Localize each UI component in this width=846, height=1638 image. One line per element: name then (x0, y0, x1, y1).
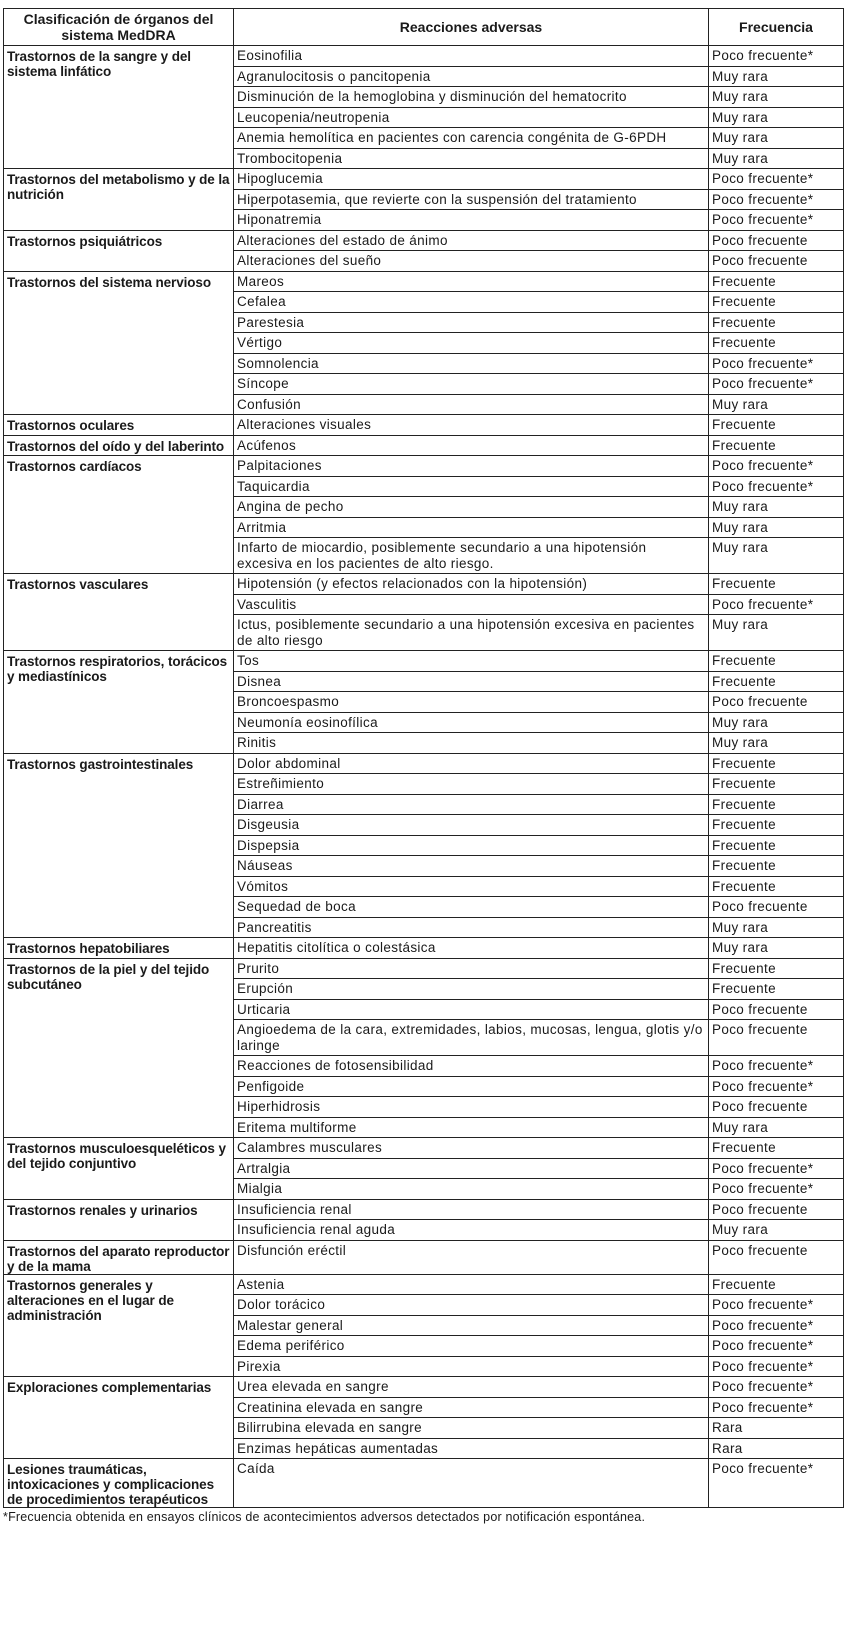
reaction-cell: Disnea (234, 671, 709, 692)
reaction-cell: Vómitos (234, 876, 709, 897)
reaction-cell: Neumonía eosinofílica (234, 712, 709, 733)
frequency-cell: Rara (709, 1418, 844, 1439)
reaction-cell: Rinitis (234, 733, 709, 754)
reaction-cell: Urticaria (234, 999, 709, 1020)
frequency-cell: Frecuente (709, 753, 844, 774)
frequency-cell: Frecuente (709, 435, 844, 456)
soc-cell: Lesiones traumáticas, intoxicaciones y complicaciones de procedimientos terapéuticos (4, 1459, 234, 1508)
frequency-cell: Poco frecuente* (709, 1336, 844, 1357)
frequency-cell: Poco frecuente (709, 1199, 844, 1220)
frequency-cell: Poco frecuente* (709, 1377, 844, 1398)
reaction-cell: Astenia (234, 1274, 709, 1295)
frequency-cell: Muy rara (709, 615, 844, 651)
table-row (4, 1240, 844, 1274)
reaction-cell: Hiperpotasemia, que revierte con la suspensión del tratamiento (234, 189, 709, 210)
frequency-cell: Poco frecuente (709, 1020, 844, 1056)
frequency-cell: Frecuente (709, 312, 844, 333)
table-row (4, 1138, 844, 1159)
table-body (4, 46, 844, 1508)
reaction-cell: Reacciones de fotosensibilidad (234, 1056, 709, 1077)
frequency-cell: Poco frecuente (709, 230, 844, 251)
reaction-cell: Arritmia (234, 517, 709, 538)
frequency-cell: Poco frecuente* (709, 1076, 844, 1097)
reaction-cell: Bilirrubina elevada en sangre (234, 1418, 709, 1439)
table-row (4, 271, 844, 292)
header-row (4, 9, 844, 46)
table-row (4, 753, 844, 774)
reaction-cell: Parestesia (234, 312, 709, 333)
frequency-cell: Muy rara (709, 87, 844, 108)
reaction-cell: Disfunción eréctil (234, 1240, 709, 1274)
frequency-cell: Muy rara (709, 66, 844, 87)
reaction-cell: Mialgia (234, 1179, 709, 1200)
frequency-cell: Muy rara (709, 148, 844, 169)
soc-cell: Trastornos gastrointestinales (4, 753, 234, 938)
reaction-cell: Hepatitis citolítica o colestásica (234, 938, 709, 959)
reaction-cell: Enzimas hepáticas aumentadas (234, 1438, 709, 1459)
frequency-cell: Frecuente (709, 979, 844, 1000)
frequency-cell: Muy rara (709, 733, 844, 754)
table-row (4, 574, 844, 595)
frequency-cell: Frecuente (709, 671, 844, 692)
reaction-cell: Acúfenos (234, 435, 709, 456)
frequency-cell: Poco frecuente (709, 692, 844, 713)
reaction-cell: Penfigoide (234, 1076, 709, 1097)
reaction-cell: Trombocitopenia (234, 148, 709, 169)
reaction-cell: Artralgia (234, 1158, 709, 1179)
frequency-cell: Frecuente (709, 271, 844, 292)
reaction-cell: Urea elevada en sangre (234, 1377, 709, 1398)
reaction-cell: Insuficiencia renal (234, 1199, 709, 1220)
document (3, 8, 843, 1524)
reaction-cell: Prurito (234, 958, 709, 979)
reaction-cell: Dispepsia (234, 835, 709, 856)
frequency-cell: Frecuente (709, 1138, 844, 1159)
adverse-reactions-table (3, 8, 844, 1508)
frequency-cell: Poco frecuente* (709, 210, 844, 231)
table-row (4, 456, 844, 477)
frequency-cell: Poco frecuente* (709, 374, 844, 395)
reaction-cell: Leucopenia/neutropenia (234, 107, 709, 128)
frequency-cell: Frecuente (709, 774, 844, 795)
table-row (4, 169, 844, 190)
frequency-cell: Muy rara (709, 1220, 844, 1241)
reaction-cell: Disminución de la hemoglobina y disminución del hematocrito (234, 87, 709, 108)
frequency-cell: Poco frecuente* (709, 1397, 844, 1418)
reaction-cell: Angina de pecho (234, 497, 709, 518)
frequency-cell: Muy rara (709, 394, 844, 415)
table-row (4, 1274, 844, 1295)
frequency-cell: Muy rara (709, 517, 844, 538)
table-row (4, 435, 844, 456)
table-row (4, 230, 844, 251)
soc-cell: Exploraciones complementarias (4, 1377, 234, 1459)
frequency-cell: Frecuente (709, 651, 844, 672)
soc-cell: Trastornos oculares (4, 415, 234, 436)
frequency-cell: Frecuente (709, 574, 844, 595)
table-row (4, 1377, 844, 1398)
frequency-cell: Frecuente (709, 815, 844, 836)
reaction-cell: Alteraciones del sueño (234, 251, 709, 272)
reaction-cell: Sequedad de boca (234, 897, 709, 918)
reaction-cell: Broncoespasmo (234, 692, 709, 713)
frequency-cell: Poco frecuente* (709, 353, 844, 374)
reaction-cell: Eritema multiforme (234, 1117, 709, 1138)
header-frequency: Frecuencia (709, 9, 844, 46)
reaction-cell: Somnolencia (234, 353, 709, 374)
reaction-cell: Síncope (234, 374, 709, 395)
frequency-cell: Frecuente (709, 292, 844, 313)
frequency-cell: Poco frecuente* (709, 1295, 844, 1316)
reaction-cell: Calambres musculares (234, 1138, 709, 1159)
reaction-cell: Pancreatitis (234, 917, 709, 938)
table-row (4, 1199, 844, 1220)
reaction-cell: Hipotensión (y efectos relacionados con la hipotensión) (234, 574, 709, 595)
soc-cell: Trastornos de la sangre y del sistema linfático (4, 46, 234, 169)
reaction-cell: Hipoglucemia (234, 169, 709, 190)
reaction-cell: Ictus, posiblemente secundario a una hipotensión excesiva en pacientes de alto riesgo (234, 615, 709, 651)
frequency-cell: Muy rara (709, 538, 844, 574)
reaction-cell: Vértigo (234, 333, 709, 354)
frequency-cell: Frecuente (709, 794, 844, 815)
soc-cell: Trastornos renales y urinarios (4, 1199, 234, 1240)
table-row (4, 415, 844, 436)
reaction-cell: Infarto de miocardio, posiblemente secundario a una hipotensión excesiva en los pacientes de alto riesgo. (234, 538, 709, 574)
frequency-cell: Poco frecuente* (709, 46, 844, 67)
soc-cell: Trastornos vasculares (4, 574, 234, 651)
frequency-cell: Rara (709, 1438, 844, 1459)
reaction-cell: Tos (234, 651, 709, 672)
reaction-cell: Hiperhidrosis (234, 1097, 709, 1118)
frequency-cell: Frecuente (709, 333, 844, 354)
table-row (4, 958, 844, 979)
table-row (4, 938, 844, 959)
frequency-cell: Muy rara (709, 107, 844, 128)
frequency-cell: Frecuente (709, 876, 844, 897)
reaction-cell: Anemia hemolítica en pacientes con carencia congénita de G-6PDH (234, 128, 709, 149)
frequency-cell: Poco frecuente (709, 999, 844, 1020)
frequency-cell: Frecuente (709, 958, 844, 979)
frequency-cell: Poco frecuente* (709, 1179, 844, 1200)
soc-cell: Trastornos del oído y del laberinto (4, 435, 234, 456)
reaction-cell: Diarrea (234, 794, 709, 815)
frequency-cell: Poco frecuente* (709, 1356, 844, 1377)
reaction-cell: Estreñimiento (234, 774, 709, 795)
table-row (4, 46, 844, 67)
frequency-cell: Poco frecuente* (709, 1459, 844, 1508)
frequency-cell: Poco frecuente (709, 251, 844, 272)
reaction-cell: Dolor abdominal (234, 753, 709, 774)
frequency-cell: Frecuente (709, 1274, 844, 1295)
frequency-cell: Muy rara (709, 128, 844, 149)
soc-cell: Trastornos de la piel y del tejido subcutáneo (4, 958, 234, 1138)
reaction-cell: Pirexia (234, 1356, 709, 1377)
soc-cell: Trastornos generales y alteraciones en el lugar de administración (4, 1274, 234, 1377)
reaction-cell: Náuseas (234, 856, 709, 877)
frequency-cell: Muy rara (709, 497, 844, 518)
frequency-cell: Poco frecuente* (709, 1056, 844, 1077)
frequency-cell: Poco frecuente* (709, 594, 844, 615)
frequency-cell: Poco frecuente* (709, 456, 844, 477)
reaction-cell: Agranulocitosis o pancitopenia (234, 66, 709, 87)
frequency-cell: Poco frecuente* (709, 1315, 844, 1336)
reaction-cell: Hiponatremia (234, 210, 709, 231)
reaction-cell: Angioedema de la cara, extremidades, labios, mucosas, lengua, glotis y/o laringe (234, 1020, 709, 1056)
reaction-cell: Mareos (234, 271, 709, 292)
reaction-cell: Disgeusia (234, 815, 709, 836)
frequency-cell: Poco frecuente (709, 897, 844, 918)
reaction-cell: Confusión (234, 394, 709, 415)
soc-cell: Trastornos del aparato reproductor y de la mama (4, 1240, 234, 1274)
frequency-cell: Frecuente (709, 856, 844, 877)
reaction-cell: Malestar general (234, 1315, 709, 1336)
reaction-cell: Taquicardia (234, 476, 709, 497)
frequency-cell: Frecuente (709, 415, 844, 436)
frequency-cell: Muy rara (709, 1117, 844, 1138)
reaction-cell: Edema periférico (234, 1336, 709, 1357)
frequency-cell: Poco frecuente (709, 1240, 844, 1274)
soc-cell: Trastornos del metabolismo y de la nutrición (4, 169, 234, 231)
soc-cell: Trastornos cardíacos (4, 456, 234, 574)
table-row (4, 651, 844, 672)
reaction-cell: Caída (234, 1459, 709, 1508)
soc-cell: Trastornos hepatobiliares (4, 938, 234, 959)
reaction-cell: Eosinofilia (234, 46, 709, 67)
footnote: *Frecuencia obtenida en ensayos clínicos de acontecimientos adversos detectados por notificación espontánea. (3, 1510, 646, 1524)
frequency-cell: Muy rara (709, 712, 844, 733)
soc-cell: Trastornos respiratorios, torácicos y mediastínicos (4, 651, 234, 754)
reaction-cell: Vasculitis (234, 594, 709, 615)
reaction-cell: Palpitaciones (234, 456, 709, 477)
reaction-cell: Erupción (234, 979, 709, 1000)
frequency-cell: Poco frecuente* (709, 476, 844, 497)
reaction-cell: Alteraciones visuales (234, 415, 709, 436)
reaction-cell: Alteraciones del estado de ánimo (234, 230, 709, 251)
soc-cell: Trastornos psiquiátricos (4, 230, 234, 271)
soc-cell: Trastornos del sistema nervioso (4, 271, 234, 415)
reaction-cell: Dolor torácico (234, 1295, 709, 1316)
header-reaction: Reacciones adversas (234, 9, 709, 46)
reaction-cell: Creatinina elevada en sangre (234, 1397, 709, 1418)
soc-cell: Trastornos musculoesqueléticos y del tejido conjuntivo (4, 1138, 234, 1200)
frequency-cell: Poco frecuente (709, 1097, 844, 1118)
table-row (4, 1459, 844, 1508)
frequency-cell: Muy rara (709, 938, 844, 959)
frequency-cell: Poco frecuente* (709, 189, 844, 210)
frequency-cell: Poco frecuente* (709, 1158, 844, 1179)
header-soc: Clasificación de órganos del sistema MedDRA (4, 9, 234, 46)
frequency-cell: Muy rara (709, 917, 844, 938)
frequency-cell: Frecuente (709, 835, 844, 856)
frequency-cell: Poco frecuente* (709, 169, 844, 190)
reaction-cell: Cefalea (234, 292, 709, 313)
reaction-cell: Insuficiencia renal aguda (234, 1220, 709, 1241)
